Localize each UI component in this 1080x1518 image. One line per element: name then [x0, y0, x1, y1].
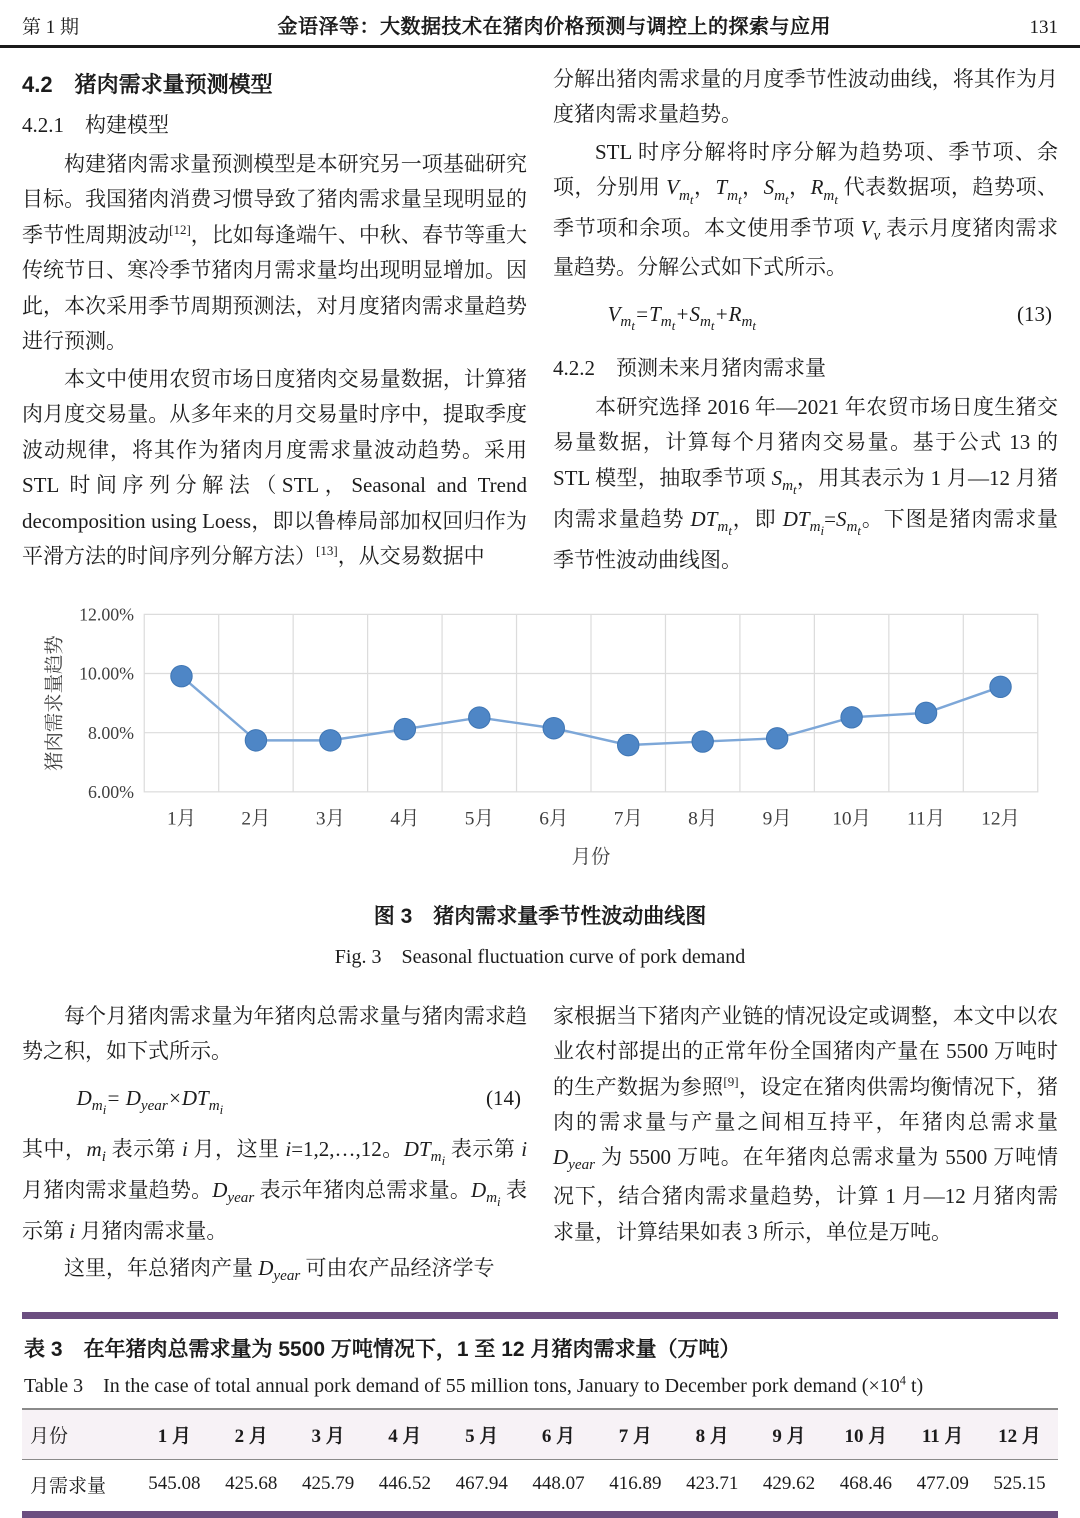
table-value-cell: 477.09: [916, 1473, 969, 1495]
right-column-bottom: [553, 999, 1058, 1292]
table-bottom-rule: [22, 1511, 1058, 1518]
table-value-cell: 416.89: [609, 1473, 662, 1495]
data-point-marker: [469, 707, 490, 728]
table-value-cell: 425.68: [225, 1473, 278, 1495]
y-tick-label: 12.00%: [79, 604, 135, 625]
x-category-label: 12月: [981, 808, 1020, 830]
paragraph: 家根据当下猪肉产业链的情况设定或调整，本文中以农业农村部提出的正常年份全国猪肉产量在 5500 万吨时的生产数据为参照[9]，设定在猪肉供需均衡情况下，猪肉的需求量与产量之间相互持平，年猪肉总需求量 $D_{year}$ 为 5500 万吨。在年猪肉总需求量为 5500 万吨情况下，结合猪肉需求量趋势，计算 1 月—12 月猪肉需求量，计算结果如表 3 所示，单位是万吨。: [553, 1003, 1059, 1244]
data-point-marker: [543, 718, 564, 739]
x-category-label: 10月: [832, 808, 871, 830]
upper-columns: [0, 48, 1080, 580]
table-header-cell: 7 月: [618, 1425, 653, 1447]
equation-13-number: (13): [1017, 301, 1052, 326]
table-value-cell: 425.79: [301, 1473, 355, 1495]
table-caption-en: Table 3 In the case of total annual pork demand of 55 million tons, January to December pork demand ($\times 10^4$ t): [24, 1373, 924, 1397]
y-tick-label: 6.00%: [87, 782, 135, 803]
data-point-marker: [320, 730, 341, 751]
data-point-marker: [394, 719, 415, 740]
table-header-cell: 1 月: [157, 1425, 192, 1447]
paragraph: 其中，$m_i$ 表示第 i 月，这里 i=1,2,…,12。$DT_{m_i}$ 表示第 i 月猪肉需求量趋势。$D_{year}$ 表示年猪肉总需求量。$D_{m_i}$ 表示第 i 月猪肉需求量。: [22, 1136, 528, 1243]
paragraph: 本研究选择 2016 年—2021 年农贸市场日度生猪交易量数据，计算每个月猪肉交易量。基于公式 13 的 STL 模型，抽取季节项 $S_{m_t}$，用其表示为 1 月—12 月猪肉需求量趋势 $DT_{m_t}$，即 $DT_{m_i}=S_{m_t}$。下图是猪肉需求量季节性波动曲线图。: [553, 394, 1059, 572]
section-heading-4-2: 4.2 猪肉需求量预测模型: [22, 72, 273, 97]
table-caption-zh: 表 3 在年猪肉总需求量为 5500 万吨情况下，1 至 12 月猪肉需求量（万吨）: [24, 1337, 741, 1361]
data-point-marker: [915, 702, 936, 723]
equation-14: [22, 1072, 527, 1132]
table-header-label: 月份: [30, 1425, 69, 1447]
figure-caption: [30, 900, 1050, 969]
y-axis-title: 猪肉需求量趋势: [44, 635, 66, 771]
table-top-rule: [22, 1312, 1058, 1319]
paragraph: 分解出猪肉需求量的月度季节性波动曲线，将其作为月度猪肉需求量趋势。: [553, 67, 1058, 127]
running-title: 金语泽等：大数据技术在猪肉价格预测与调控上的探索与应用: [277, 16, 831, 38]
table-value-cell: 429.62: [762, 1473, 816, 1495]
table-header-cell: 12 月: [998, 1425, 1041, 1447]
figure-caption-en: Fig. 3 Seasonal fluctuation curve of pork demand: [334, 945, 746, 968]
table-3-block: [22, 1312, 1058, 1518]
x-category-label: 2月: [241, 808, 271, 830]
table-header-cell: 3 月: [311, 1425, 345, 1447]
equation-13: [553, 288, 1058, 348]
table-value-cell: 545.08: [148, 1473, 201, 1495]
paragraph: STL 时序分解将时序分解为趋势项、季节项、余项，分别用 $V_{m_t}$，$T_{m_t}$，$S_{m_t}$，$R_{m_t}$ 代表数据项，趋势项、季节项和余项。本文使用季节项 $V_v$ 表示月度猪肉需求量趋势。分解公式如下式所示。: [553, 139, 1059, 280]
demand-trend-chart: [30, 596, 1050, 873]
equation-13-body: $V_{m_t}=T_{m_t}+S_{m_t}+R_{m_t}$: [607, 301, 756, 333]
data-point-marker: [618, 734, 639, 755]
table-header-cell: 9 月: [772, 1425, 806, 1447]
x-category-label: 4月: [390, 808, 420, 830]
data-point-marker: [171, 666, 192, 687]
table-header-cell: 8 月: [695, 1425, 729, 1447]
table-header-cell: 2 月: [234, 1425, 268, 1447]
lower-columns: [0, 975, 1080, 1292]
y-tick-label: 8.00%: [87, 722, 135, 743]
table-value-cell: 423.71: [686, 1473, 739, 1495]
table-header-cell: 11 月: [921, 1425, 964, 1447]
figure-3: [0, 580, 1080, 968]
y-tick-label: 10.00%: [79, 663, 135, 684]
table-header-cell: 4 月: [388, 1425, 422, 1447]
table-value-cell: 446.52: [378, 1473, 432, 1495]
data-point-marker: [766, 728, 787, 749]
paragraph: 每个月猪肉需求量为年猪肉总需求量与猪肉需求趋势之积，如下式所示。: [22, 1003, 527, 1064]
data-point-marker: [841, 707, 862, 728]
table-value-cell: 467.94: [455, 1473, 508, 1495]
table-value-cell: 525.15: [993, 1473, 1046, 1495]
data-point-marker: [245, 730, 266, 751]
data-point-marker: [692, 731, 713, 752]
x-category-label: 6月: [539, 808, 569, 830]
page-number: 131: [1029, 17, 1058, 38]
right-column-top: [553, 62, 1058, 580]
x-category-label: 5月: [464, 808, 494, 830]
table-value-cell: 468.46: [839, 1473, 892, 1495]
issue-label: 第 1 期: [22, 17, 80, 38]
x-axis-title: 月份: [571, 847, 611, 869]
x-category-label: 1月: [166, 808, 196, 830]
left-column-top: [22, 62, 527, 580]
x-category-label: 3月: [315, 808, 345, 830]
table-data-row: [22, 1459, 1058, 1509]
section-heading-4-2-2: 4.2.2 预测未来月猪肉需求量: [553, 355, 826, 380]
section-heading-4-2-1: 4.2.1 构建模型: [22, 113, 169, 137]
equation-14-number: (14): [486, 1085, 521, 1110]
x-category-label: 8月: [688, 808, 718, 830]
running-head: [0, 0, 1080, 48]
table-header-row: [22, 1409, 1058, 1460]
table-header-cell: 5 月: [465, 1425, 499, 1447]
equation-14-body: $D_{m_i}= D_{year}\times DT_{m_i}$: [76, 1085, 224, 1117]
x-category-label: 7月: [613, 808, 643, 830]
left-column-bottom: [22, 999, 527, 1292]
x-category-label: 11月: [907, 808, 946, 830]
table-header-cell: 10 月: [844, 1425, 888, 1447]
x-category-label: 9月: [762, 808, 792, 830]
table-value-cell: 448.07: [532, 1473, 585, 1495]
paragraph: 这里，年总猪肉产量 $D_{year}$ 可由农产品经济学专: [64, 1256, 495, 1285]
table-header-cell: 6 月: [541, 1425, 576, 1447]
monthly-demand-table: [22, 1408, 1058, 1509]
table-row-label: 月需求量: [30, 1475, 107, 1497]
paragraph: 构建猪肉需求量预测模型是本研究另一项基础研究目标。我国猪肉消费习惯导致了猪肉需求量呈现明显的季节性周期波动[12]，比如每逢端午、中秋、春节等重大传统节日、寒冷季节猪肉月需求量均出现明显增加。因此，本次采用季节周期预测法，对月度猪肉需求量趋势进行预测。: [22, 152, 528, 354]
data-point-marker: [990, 676, 1011, 697]
figure-caption-zh: 图 3 猪肉需求量季节性波动曲线图: [373, 904, 707, 928]
paragraph: 本文中使用农贸市场日度猪肉交易量数据，计算猪肉月度交易量。从多年来的月交易量时序中，提取季度波动规律，将其作为猪肉月度需求量波动趋势。采用 STL 时间序列分解法（STL，Seasonal and Trend decomposition using Loess，即以鲁棒局部加权回归作为平滑方法的时间序列分解方法）[13]，从交易数据中: [22, 366, 527, 569]
